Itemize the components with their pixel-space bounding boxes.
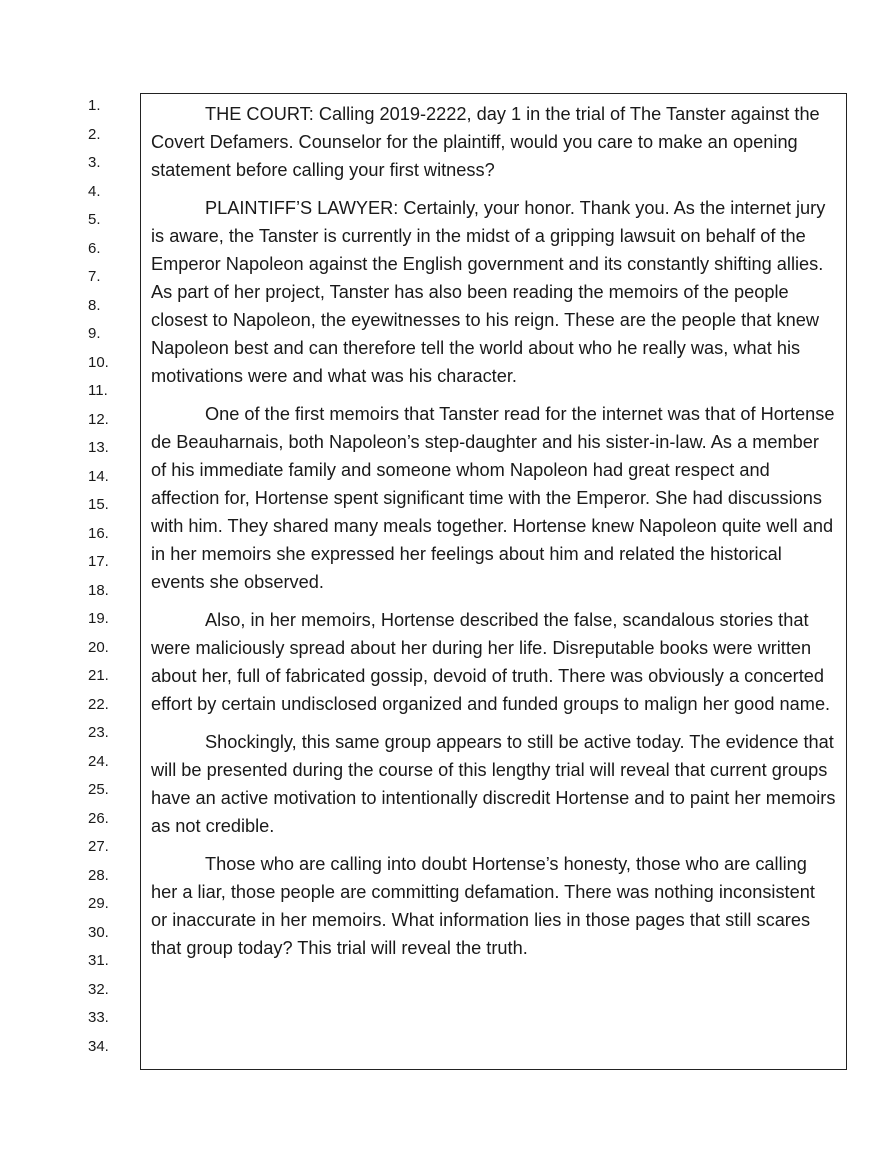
paragraph-hortense-memoir: One of the first memoirs that Tanster read for the internet was that of Hortense de Beauharnais, both Napoleon’s step-daughter and his sister-in-law. As a member of his immediate family and someone whom Napoleon had great respect and affection for, Hortense spent significant time with the Emperor. She had discussions with him. They shared many meals together. Hortense knew Napoleon quite well and in her memoirs she expressed her feelings about him and related the historical events she observed.	[151, 404, 835, 592]
line-number: 18.	[88, 581, 109, 599]
line-number: 24.	[88, 752, 109, 770]
line-number: 22.	[88, 695, 109, 713]
line-number: 14.	[88, 467, 109, 485]
line-number: 28.	[88, 866, 109, 884]
line-number-column	[70, 92, 130, 1061]
line-number: 16.	[88, 524, 109, 542]
paragraph-defamation: Those who are calling into doubt Hortense’s honesty, those who are calling her a liar, those people are committing defamation. There was nothing inconsistent or inaccurate in her memoirs. What information lies in those pages that still scares that group today? This trial will reveal the truth.	[151, 854, 815, 958]
line-number: 17.	[88, 553, 109, 570]
line-number: 23.	[88, 724, 109, 741]
line-number: 7.	[88, 268, 101, 285]
line-number: 1.	[88, 97, 101, 114]
line-number: 30.	[88, 923, 109, 941]
line-number: 27.	[88, 838, 109, 855]
line-number: 11.	[88, 382, 108, 399]
line-number: 20.	[88, 638, 109, 656]
line-number: 31.	[88, 952, 109, 969]
paragraph-scandalous-stories: Also, in her memoirs, Hortense described the false, scandalous stories that were maliciously spread about her during her life. Disreputable books were written about her, full of fabricated gossip, devoid of truth. There was obviously a concerted effort by certain undisclosed organized and funded groups to malign her good name.	[151, 610, 831, 714]
line-number: 25.	[88, 781, 109, 798]
line-number: 34.	[88, 1037, 109, 1055]
line-number: 15.	[88, 496, 109, 513]
transcript-text-box	[140, 93, 847, 1070]
line-number: 2.	[88, 125, 101, 143]
paragraph-court-calling: THE COURT: Calling 2019-2222, day 1 in the trial of The Tanster against the Covert Defamers. Counselor for the plaintiff, would you care to make an opening statement before calling your first witness?	[151, 104, 820, 180]
line-number: 26.	[88, 809, 109, 827]
paragraph-same-group: Shockingly, this same group appears to still be active today. The evidence that will be presented during the course of this lengthy trial will reveal that current groups have an active motivation to intentionally discredit Hortense and to paint her memoirs as not credible.	[151, 732, 836, 836]
line-number: 29.	[88, 895, 109, 912]
line-number: 12.	[88, 410, 109, 428]
line-number: 4.	[88, 182, 101, 200]
line-number: 9.	[88, 325, 101, 342]
line-number: 8.	[88, 296, 101, 314]
paragraph-plaintiff-lawyer: PLAINTIFF’S LAWYER: Certainly, your honor. Thank you. As the internet jury is aware, the Tanster is currently in the midst of a gripping lawsuit on behalf of the Emperor Napoleon against the English government and its constantly shifting allies. As part of her project, Tanster has also been reading the memoirs of the people closest to Napoleon, the eyewitnesses to his reign. These are the people that knew Napoleon best and can therefore tell the world about who he really was, what his motivations were and what was his character.	[151, 198, 826, 386]
line-number: 5.	[88, 211, 101, 228]
line-number: 33.	[88, 1009, 109, 1026]
line-number: 13.	[88, 439, 109, 456]
line-number: 19.	[88, 610, 109, 627]
line-number: 32.	[88, 980, 109, 998]
line-number: 21.	[88, 667, 109, 684]
line-number: 10.	[88, 353, 109, 371]
line-number: 3.	[88, 154, 101, 171]
line-number: 6.	[88, 239, 101, 257]
